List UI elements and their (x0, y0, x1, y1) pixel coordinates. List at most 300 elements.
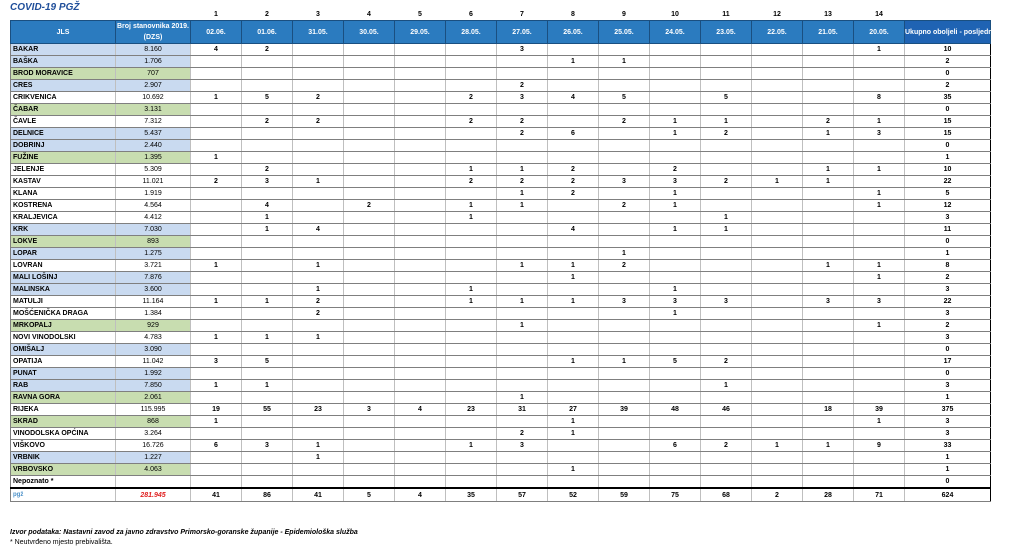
sum-count: 41 (293, 488, 344, 502)
case-count (548, 320, 599, 332)
population-value: 8.160 (116, 44, 191, 56)
case-count (701, 416, 752, 428)
case-count (701, 428, 752, 440)
municipality-name: SKRAD (11, 416, 116, 428)
table-row (11, 380, 991, 392)
case-count: 3 (497, 44, 548, 56)
case-count (701, 56, 752, 68)
case-count (752, 320, 803, 332)
case-count (752, 332, 803, 344)
municipality-name: KOSTRENA (11, 200, 116, 212)
case-count: 2 (293, 296, 344, 308)
case-count: 8 (854, 92, 905, 104)
case-count (446, 272, 497, 284)
population-value: 5.309 (116, 164, 191, 176)
case-count: 4 (548, 224, 599, 236)
case-count (395, 260, 446, 272)
case-count: 2 (293, 308, 344, 320)
case-count (854, 80, 905, 92)
case-count: 1 (191, 92, 242, 104)
sum-count: 28 (803, 488, 854, 502)
total-count: 1 (905, 392, 991, 404)
case-count: 2 (446, 116, 497, 128)
case-count: 1 (446, 440, 497, 452)
case-count (752, 128, 803, 140)
case-count (344, 212, 395, 224)
case-count: 2 (701, 440, 752, 452)
table-row (11, 416, 991, 428)
case-count (497, 416, 548, 428)
case-count: 1 (293, 332, 344, 344)
total-count: 35 (905, 92, 991, 104)
case-count (650, 344, 701, 356)
municipality-name: KRK (11, 224, 116, 236)
case-count (344, 224, 395, 236)
case-count: 55 (242, 404, 293, 416)
case-count (599, 212, 650, 224)
case-count (752, 464, 803, 476)
case-count (548, 344, 599, 356)
case-count (293, 380, 344, 392)
total-count: 1 (905, 452, 991, 464)
population-value: 3.090 (116, 344, 191, 356)
total-count: 2 (905, 272, 991, 284)
case-count (548, 392, 599, 404)
case-count (395, 428, 446, 440)
sum-population: 281.945 (116, 488, 191, 502)
case-count (701, 152, 752, 164)
case-count (701, 44, 752, 56)
total-count: 15 (905, 128, 991, 140)
case-count: 19 (191, 404, 242, 416)
case-count: 6 (191, 440, 242, 452)
case-count: 1 (548, 356, 599, 368)
case-count: 3 (599, 176, 650, 188)
case-count (599, 164, 650, 176)
total-count: 0 (905, 140, 991, 152)
case-count: 23 (293, 404, 344, 416)
case-count (395, 104, 446, 116)
case-count (752, 104, 803, 116)
case-count (242, 188, 293, 200)
municipality-name: KRALJEVICA (11, 212, 116, 224)
case-count (752, 308, 803, 320)
case-count (293, 236, 344, 248)
municipality-name: ČAVLE (11, 116, 116, 128)
case-count (548, 308, 599, 320)
municipality-name: VIŠKOVO (11, 440, 116, 452)
case-count (242, 476, 293, 489)
header-jls: JLS (11, 21, 116, 44)
case-count: 1 (548, 260, 599, 272)
municipality-name: CRES (11, 80, 116, 92)
case-count (650, 428, 701, 440)
case-count (446, 320, 497, 332)
case-count (293, 200, 344, 212)
case-count (752, 452, 803, 464)
case-count (701, 68, 752, 80)
case-count (395, 176, 446, 188)
header-date: 21.05. (803, 21, 854, 44)
population-value: 3.131 (116, 104, 191, 116)
case-count (752, 356, 803, 368)
population-value: 3.600 (116, 284, 191, 296)
table-row (11, 188, 991, 200)
case-count (344, 440, 395, 452)
municipality-name: VINODOLSKA OPĆINA (11, 428, 116, 440)
case-count (293, 140, 344, 152)
case-count (395, 272, 446, 284)
case-count (344, 368, 395, 380)
municipality-name: BAKAR (11, 44, 116, 56)
population-value: 4.063 (116, 464, 191, 476)
case-count: 9 (854, 440, 905, 452)
total-count: 0 (905, 368, 991, 380)
population-value: 3.264 (116, 428, 191, 440)
case-count (752, 476, 803, 489)
municipality-name: ČABAR (11, 104, 116, 116)
case-count (650, 452, 701, 464)
blank-cell (905, 9, 991, 21)
population-value: 10.692 (116, 92, 191, 104)
case-count: 2 (599, 116, 650, 128)
case-count (191, 464, 242, 476)
header-date: 27.05. (497, 21, 548, 44)
case-count (752, 68, 803, 80)
case-count (293, 476, 344, 489)
case-count (344, 272, 395, 284)
population-value: 4.412 (116, 212, 191, 224)
case-count (497, 152, 548, 164)
sum-count: 68 (701, 488, 752, 502)
header-date: 01.06. (242, 21, 293, 44)
case-count (446, 464, 497, 476)
case-count: 1 (242, 212, 293, 224)
case-count: 3 (242, 440, 293, 452)
table-row (11, 212, 991, 224)
case-count (242, 368, 293, 380)
municipality-name: MRKOPALJ (11, 320, 116, 332)
total-count: 3 (905, 332, 991, 344)
sum-count: 5 (344, 488, 395, 502)
case-count (344, 140, 395, 152)
population-value: 7.312 (116, 116, 191, 128)
table-row (11, 248, 991, 260)
case-count: 2 (650, 164, 701, 176)
case-count: 1 (548, 272, 599, 284)
case-count (446, 224, 497, 236)
case-count (854, 392, 905, 404)
case-count (191, 344, 242, 356)
case-count (395, 452, 446, 464)
header-total: Ukupno oboljeli - posljednjih 14 dana (905, 21, 991, 44)
case-count (344, 68, 395, 80)
case-count (344, 56, 395, 68)
case-count (854, 452, 905, 464)
case-count (803, 152, 854, 164)
day-number: 14 (875, 11, 883, 18)
case-count (242, 260, 293, 272)
case-count (446, 332, 497, 344)
case-count (803, 188, 854, 200)
case-count: 1 (497, 164, 548, 176)
case-count (344, 416, 395, 428)
case-count (446, 476, 497, 489)
case-count (548, 152, 599, 164)
case-count: 1 (191, 152, 242, 164)
header-date: 24.05. (650, 21, 701, 44)
case-count (854, 332, 905, 344)
case-count (242, 344, 293, 356)
case-count (497, 332, 548, 344)
case-count: 1 (293, 260, 344, 272)
case-count: 2 (344, 200, 395, 212)
case-count (548, 44, 599, 56)
case-count (344, 248, 395, 260)
total-count: 15 (905, 116, 991, 128)
case-count (548, 452, 599, 464)
case-count (395, 224, 446, 236)
case-count (701, 452, 752, 464)
header-date: 22.05. (752, 21, 803, 44)
case-count: 2 (599, 200, 650, 212)
case-count: 1 (650, 308, 701, 320)
case-count (242, 236, 293, 248)
sum-count: 75 (650, 488, 701, 502)
case-count (293, 428, 344, 440)
case-count (854, 464, 905, 476)
case-count (293, 368, 344, 380)
case-count (752, 56, 803, 68)
case-count (854, 140, 905, 152)
case-count (803, 224, 854, 236)
case-count (395, 248, 446, 260)
case-count: 2 (242, 164, 293, 176)
case-count: 1 (803, 260, 854, 272)
case-count (854, 248, 905, 260)
case-count (752, 428, 803, 440)
total-count: 0 (905, 476, 991, 489)
case-count: 1 (497, 200, 548, 212)
case-count (497, 476, 548, 489)
case-count (650, 56, 701, 68)
case-count (293, 188, 344, 200)
municipality-name: LOKVE (11, 236, 116, 248)
population-value: 2.440 (116, 140, 191, 152)
case-count (752, 44, 803, 56)
case-count: 5 (650, 356, 701, 368)
case-count (548, 80, 599, 92)
case-count (701, 464, 752, 476)
day-number: 7 (520, 11, 524, 18)
header-date: 02.06. (191, 21, 242, 44)
header-date: 20.05. (854, 21, 905, 44)
blank-cell (116, 9, 191, 21)
cases-table (10, 9, 1029, 502)
case-count (752, 416, 803, 428)
case-count (446, 380, 497, 392)
case-count: 2 (191, 176, 242, 188)
case-count: 1 (497, 392, 548, 404)
total-count: 3 (905, 308, 991, 320)
case-count: 1 (803, 128, 854, 140)
municipality-name: PUNAT (11, 368, 116, 380)
case-count (293, 248, 344, 260)
case-count (854, 476, 905, 489)
case-count (293, 104, 344, 116)
case-count (242, 416, 293, 428)
header-row (11, 21, 991, 44)
case-count: 1 (854, 320, 905, 332)
case-count (854, 356, 905, 368)
case-count (191, 428, 242, 440)
municipality-name: BAŠKA (11, 56, 116, 68)
case-count (752, 392, 803, 404)
case-count (650, 80, 701, 92)
case-count (701, 104, 752, 116)
table-row (11, 224, 991, 236)
municipality-name: NOVI VINODOLSKI (11, 332, 116, 344)
case-count (854, 308, 905, 320)
municipality-name: LOVRAN (11, 260, 116, 272)
case-count (650, 320, 701, 332)
case-count (344, 260, 395, 272)
case-count (344, 80, 395, 92)
case-count (191, 116, 242, 128)
case-count: 6 (650, 440, 701, 452)
case-count: 1 (854, 116, 905, 128)
case-count (548, 440, 599, 452)
case-count (395, 212, 446, 224)
case-count (854, 368, 905, 380)
case-count (242, 452, 293, 464)
case-count: 1 (650, 116, 701, 128)
case-count: 2 (497, 176, 548, 188)
case-count (701, 140, 752, 152)
population-value: 7.030 (116, 224, 191, 236)
municipality-name: RIJEKA (11, 404, 116, 416)
population-value: 11.042 (116, 356, 191, 368)
case-count (548, 236, 599, 248)
municipality-name: KASTAV (11, 176, 116, 188)
case-count (599, 380, 650, 392)
case-count (293, 344, 344, 356)
municipality-name: KLANA (11, 188, 116, 200)
case-count: 2 (497, 128, 548, 140)
case-count (854, 236, 905, 248)
case-count (242, 104, 293, 116)
case-count: 1 (497, 260, 548, 272)
case-count (548, 116, 599, 128)
case-count (650, 368, 701, 380)
case-count (191, 80, 242, 92)
day-number: 12 (773, 11, 781, 18)
population-value: 1.227 (116, 452, 191, 464)
case-count (701, 284, 752, 296)
total-count: 10 (905, 164, 991, 176)
municipality-name: VRBNIK (11, 452, 116, 464)
table-row (11, 104, 991, 116)
case-count (599, 236, 650, 248)
case-count (242, 272, 293, 284)
case-count (395, 116, 446, 128)
case-count (191, 224, 242, 236)
case-count: 1 (293, 440, 344, 452)
case-count (344, 308, 395, 320)
case-count (548, 284, 599, 296)
case-count (242, 284, 293, 296)
sum-count: 4 (395, 488, 446, 502)
case-count (548, 380, 599, 392)
case-count: 1 (599, 356, 650, 368)
case-count: 5 (242, 92, 293, 104)
case-count (446, 236, 497, 248)
case-count (599, 188, 650, 200)
case-count (497, 68, 548, 80)
case-count: 2 (446, 92, 497, 104)
header-date: 30.05. (344, 21, 395, 44)
case-count: 3 (242, 176, 293, 188)
day-number: 4 (367, 11, 371, 18)
case-count (497, 140, 548, 152)
day-number: 11 (722, 11, 730, 18)
case-count: 1 (650, 200, 701, 212)
case-count (293, 44, 344, 56)
case-count (191, 212, 242, 224)
case-count (650, 212, 701, 224)
case-count (599, 104, 650, 116)
case-count (497, 56, 548, 68)
case-count (497, 224, 548, 236)
case-count: 1 (701, 212, 752, 224)
table-row (11, 344, 991, 356)
case-count: 5 (242, 356, 293, 368)
table-row (11, 44, 991, 56)
population-value: 929 (116, 320, 191, 332)
case-count: 1 (854, 260, 905, 272)
case-count (497, 380, 548, 392)
case-count: 5 (701, 92, 752, 104)
case-count (803, 104, 854, 116)
case-count (242, 56, 293, 68)
case-count (548, 332, 599, 344)
municipality-name: MATULJI (11, 296, 116, 308)
total-count: 3 (905, 428, 991, 440)
total-count: 1 (905, 248, 991, 260)
case-count (650, 104, 701, 116)
case-count: 1 (650, 188, 701, 200)
case-count: 2 (548, 188, 599, 200)
case-count (395, 392, 446, 404)
case-count: 39 (854, 404, 905, 416)
case-count (395, 128, 446, 140)
case-count: 3 (344, 404, 395, 416)
total-count: 0 (905, 344, 991, 356)
case-count (497, 368, 548, 380)
municipality-name: CRIKVENICA (11, 92, 116, 104)
case-count (344, 236, 395, 248)
case-count: 1 (497, 320, 548, 332)
case-count (701, 164, 752, 176)
case-count (446, 248, 497, 260)
case-count: 1 (854, 200, 905, 212)
population-value: 1.706 (116, 56, 191, 68)
table-row (11, 320, 991, 332)
case-count (548, 212, 599, 224)
case-count (395, 164, 446, 176)
case-count (344, 392, 395, 404)
table-row (11, 116, 991, 128)
